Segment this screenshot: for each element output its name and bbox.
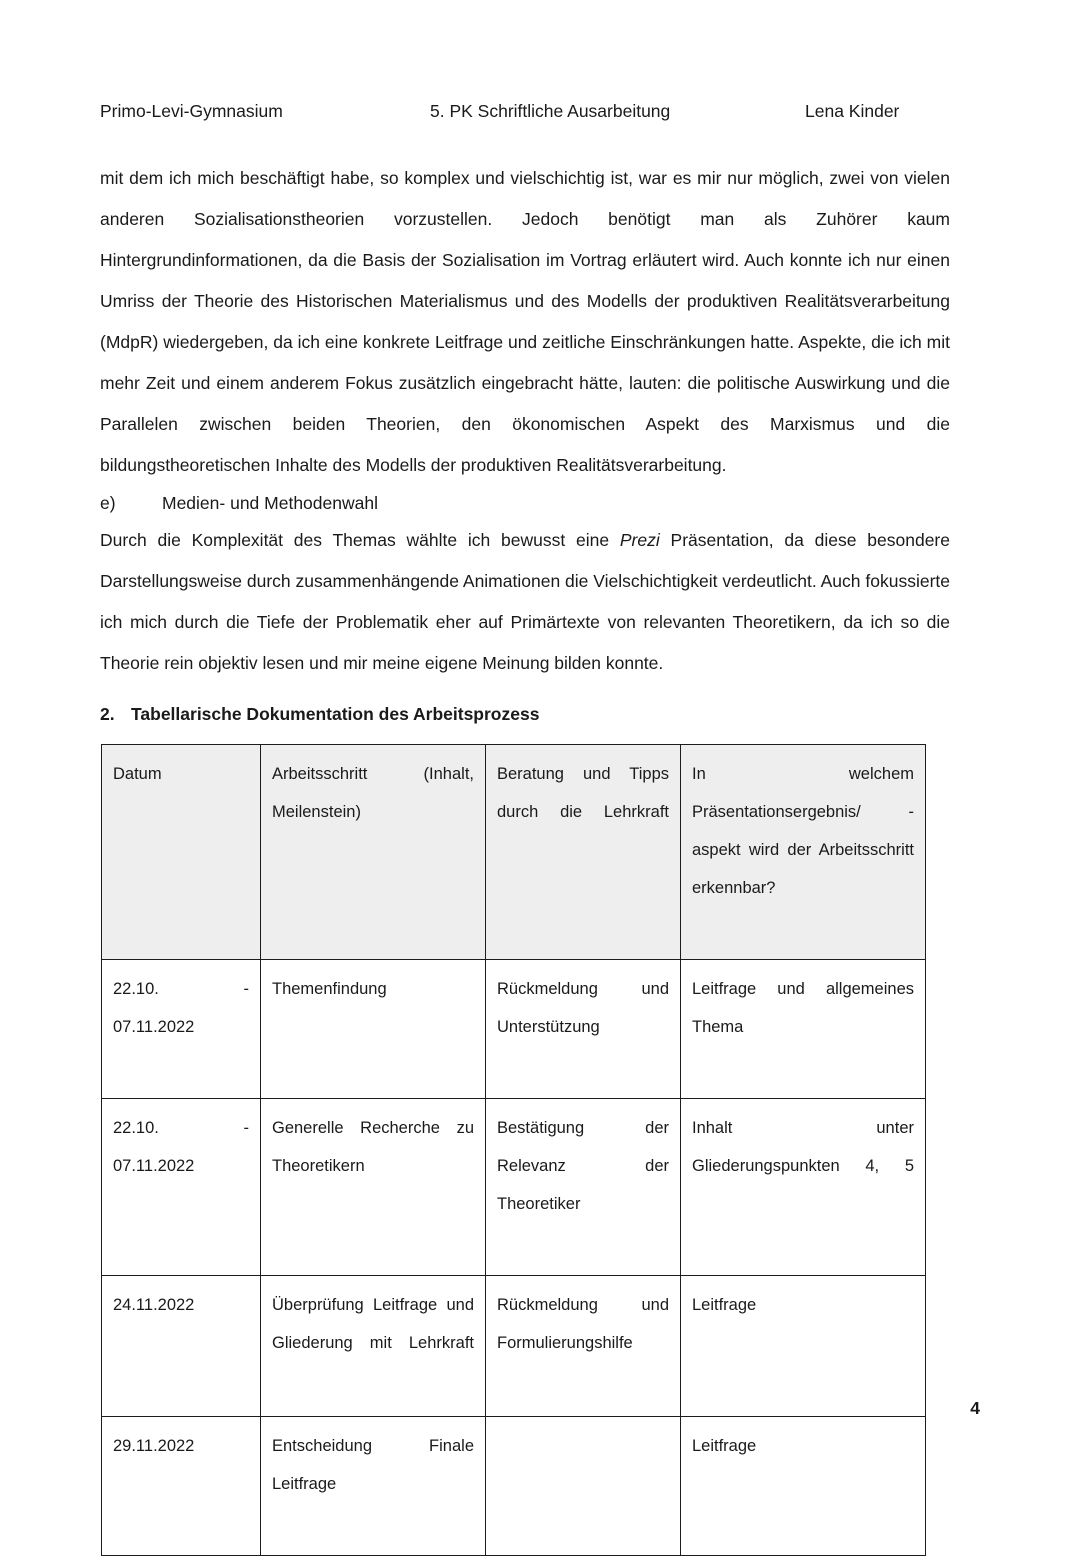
cell-datum: 22.10. - 07.11.2022: [102, 960, 261, 1099]
header-school-name: Primo-Levi-Gymnasium: [100, 101, 283, 121]
column-header-beratung: Beratung und Tipps durch die Lehrkraft: [486, 745, 681, 960]
cell-beratung: Rückmeldung und Unterstützung: [486, 960, 681, 1099]
paragraph-medien-part1: Durch die Komplexität des Themas wählte ich bewusst eine: [100, 530, 620, 550]
cell-beratung: Bestätigung der Relevanz der Theoretiker: [486, 1099, 681, 1276]
table-row: [102, 1099, 926, 1276]
cell-datum: 22.10. - 07.11.2022: [102, 1099, 261, 1276]
cell-arbeitsschritt: Überprüfung Leitfrage und Gliederung mit Lehrkraft: [261, 1276, 486, 1417]
work-process-documentation-table: [101, 744, 926, 1556]
heading-number: 2.: [100, 704, 115, 724]
cell-arbeitsschritt: Themenfindung: [261, 960, 486, 1099]
body-paragraph-continuation: [100, 158, 950, 486]
column-header-ergebnis: In welchem Präsentationsergebnis/ -aspekt wird der Arbeitsschritt erkennbar?: [681, 745, 926, 960]
italic-term-prezi: Prezi: [619, 530, 660, 550]
column-header-datum: Datum: [102, 745, 261, 960]
paragraph-text-medien: [100, 520, 950, 684]
cell-ergebnis: Inhalt unter Gliederungspunkten 4, 5: [681, 1099, 926, 1276]
heading-tabellarische-dokumentation: [100, 700, 950, 728]
header-document-title: 5. PK Schriftliche Ausarbeitung: [430, 101, 671, 121]
cell-datum: 29.11.2022: [102, 1417, 261, 1556]
header-author-name: Lena Kinder: [805, 101, 900, 121]
paragraph-medien-part2: Präsentation, da diese besondere Darstellungsweise durch zusammenhängende Animationen die Vielschichtigkeit verdeutlicht. Auch fokussierte ich mich durch die Tiefe der Problematik eher auf Primärtexte von relevanten Theoretikern, da ich so die Theorie rein objektiv lesen und mir meine eigene Meinung bilden konnte.: [100, 530, 950, 673]
body-paragraph-medien: [100, 520, 950, 684]
heading-text: Tabellarische Dokumentation des Arbeitsprozess: [131, 704, 540, 724]
cell-arbeitsschritt: Entscheidung Finale Leitfrage: [261, 1417, 486, 1556]
page-number: 4: [970, 1398, 980, 1418]
table-header: [102, 745, 926, 960]
cell-arbeitsschritt: Generelle Recherche zu Theoretikern: [261, 1099, 486, 1276]
cell-ergebnis: Leitfrage: [681, 1417, 926, 1556]
section-title-medien-methodenwahl: Medien- und Methodenwahl: [162, 493, 378, 513]
document-running-header: [100, 100, 950, 123]
cell-datum: 24.11.2022: [102, 1276, 261, 1417]
cell-ergebnis: Leitfrage: [681, 1276, 926, 1417]
cell-ergebnis: Leitfrage und allgemeines Thema: [681, 960, 926, 1099]
table-body: [102, 960, 926, 1556]
paragraph-text: mit dem ich mich beschäftigt habe, so komplex und vielschichtig ist, war es mir nur möglich, zwei von vielen anderen Sozialisationstheorien vorzustellen. Jedoch benötigt man als Zuhörer kaum Hintergrundinformationen, da die Basis der Sozialisation im Vortrag erläutert wird. Auch konnte ich nur einen Umriss der Theorie des Historischen Materialismus und des Modells der produktiven Realitätsverarbeitung (MdpR) wiedergeben, da ich eine konkrete Leitfrage und zeitliche Einschränkungen hatte. Aspekte, die ich mit mehr Zeit und einem anderem Fokus zusätzlich eingebracht hätte, lauten: die politische Auswirkung und die Parallelen zwischen beiden Theorien, den ökonomischen Aspekt des Marxismus und die bildungstheoretischen Inhalte des Modells der produktiven Realitätsverarbeitung.: [100, 168, 950, 475]
cell-beratung: [486, 1417, 681, 1556]
table-row: [102, 1417, 926, 1556]
table-header-row: [102, 745, 926, 960]
section-marker-e: e): [100, 493, 116, 513]
cell-beratung: Rückmeldung und Formulierungshilfe: [486, 1276, 681, 1417]
table-row: [102, 960, 926, 1099]
column-header-arbeitsschritt: Arbeitsschritt (Inhalt, Meilenstein): [261, 745, 486, 960]
table-row: [102, 1276, 926, 1417]
section-heading-e: [100, 483, 950, 524]
